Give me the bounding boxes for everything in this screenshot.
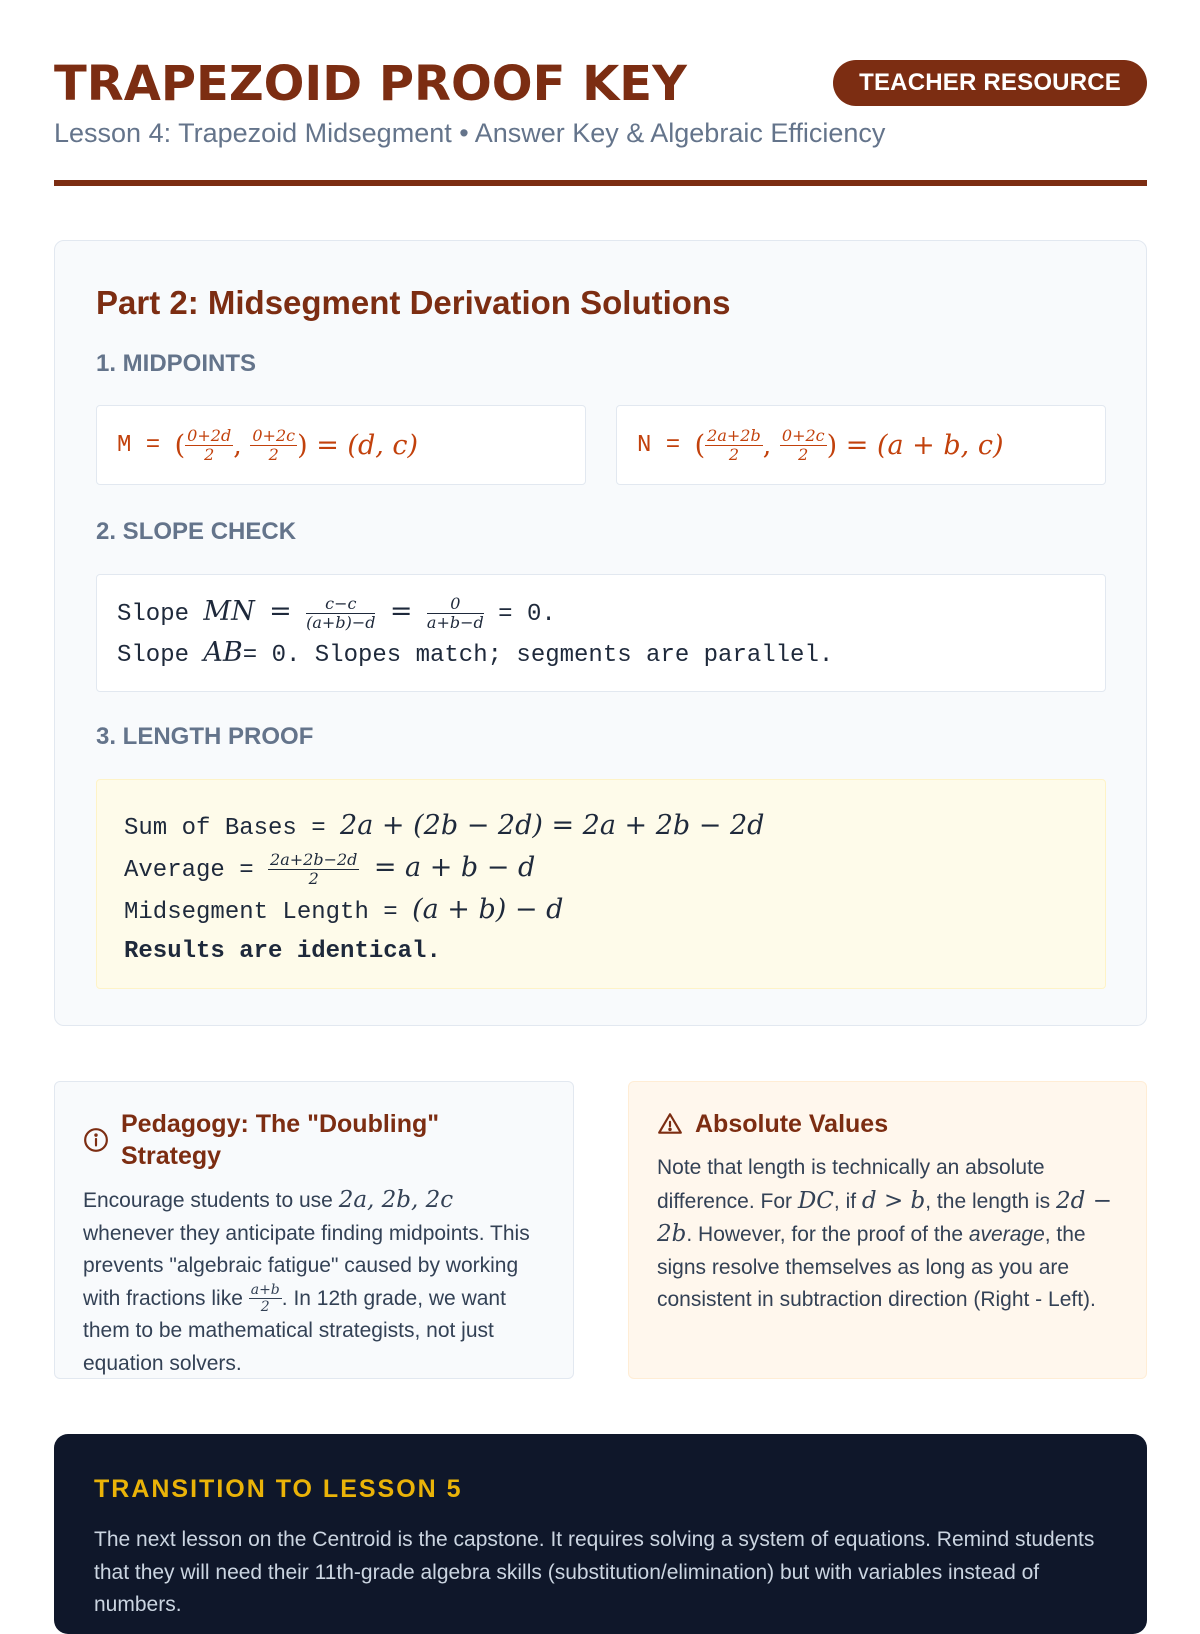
length-proof-label: 3. LENGTH PROOF — [96, 723, 314, 750]
midpoint-m-y-fraction: $\frac{0+2c}{2}$ — [252, 425, 296, 464]
midpoint-n-box: N = ( $\frac{2a+2b}{2}$ , $\frac{0+2c}{2}$ ) = (a + b, c) — [616, 405, 1106, 485]
transition-text: The next lesson on the Centroid is the capstone. It requires solving a system of equations. Remind students that they will need their 11th-grade algebra skills (substitution/elimination) but with variables instead of numbers. — [94, 1528, 1095, 1616]
length-proof-box — [96, 779, 1106, 989]
midpoint-m-box: M = ( $\frac{0+2d}{2}$ , $\frac{0+2c}{2}$ ) = (d, c) — [96, 405, 586, 485]
midpoint-m-name: M — [117, 431, 132, 459]
solutions-card — [54, 240, 1147, 1026]
midpoint-n-y-fraction: $\frac{0+2c}{2}$ — [781, 425, 825, 464]
pedagogy-note — [54, 1081, 574, 1379]
transition-panel — [54, 1434, 1147, 1634]
slope-line-2: Slope AB= 0. Slopes match; segments are parallel. — [117, 637, 834, 669]
pedagogy-title: Pedagogy: The "Doubling" Strategy — [121, 1110, 440, 1170]
warning-icon — [657, 1111, 683, 1137]
average-fraction: $\frac{2a+2b-2d}{2}$ — [270, 850, 358, 889]
absolute-values-text: Note that length is technically an absolute difference. For DC, if d > b, the length is 2d − 2b. However, for the proof of the average, the signs resolve themselves as long as you are consistent in subtraction direction (Right - Left). — [657, 1156, 1112, 1311]
pedagogy-fraction: $\frac{a+b}{2}$ — [250, 1282, 280, 1316]
page-header — [54, 56, 1147, 188]
pedagogy-text: Encourage students to use 2a, 2b, 2c whenever they anticipate finding midpoints. This prevents "algebraic fatigue" caused by working with fractions like $\frac{a+b}{2}$ . In 12th grade, we want them to be mathematical strategists, not just equation solvers. — [83, 1187, 530, 1375]
info-icon — [83, 1127, 109, 1153]
sum-of-bases-line: Sum of Bases = 2a + (2b − 2d) = 2a + 2b − 2d — [124, 810, 765, 842]
midpoint-m-x-fraction: $\frac{0+2d}{2}$ — [187, 425, 232, 464]
page-title: TRAPEZOID PROOF KEY — [54, 56, 687, 112]
midpoint-m-result: (d, c) — [347, 429, 419, 461]
absolute-values-title: Absolute Values — [695, 1110, 889, 1138]
slope-fraction-2: $\frac{0}{a+b-d}$ — [426, 594, 484, 633]
solutions-title: Part 2: Midsegment Derivation Solutions — [96, 284, 731, 321]
midpoint-n-x-fraction: $\frac{2a+2b}{2}$ — [707, 425, 761, 464]
page-subtitle: Lesson 4: Trapezoid Midsegment • Answer Key & Algebraic Efficiency — [54, 118, 886, 148]
midpoint-n-name: N — [637, 431, 652, 459]
slope-check-label: 2. SLOPE CHECK — [96, 518, 297, 545]
midpoints-label: 1. MIDPOINTS — [96, 350, 257, 377]
midsegment-length-line: Midsegment Length = (a + b) − d — [124, 894, 564, 926]
average-line: Average = $\frac{2a+2b-2d}{2}$ = a + b − d — [124, 850, 536, 889]
slope-line-1: Slope MN = $\frac{c-c}{(a+b)-d}$ = $\frac{0}{a+b-d}$ = 0. — [117, 594, 556, 633]
length-conclusion: Results are identical. — [124, 938, 441, 965]
slope-check-box — [96, 574, 1106, 692]
teacher-resource-badge: TEACHER RESOURCE — [833, 60, 1147, 106]
midpoint-n-result: (a + b, c) — [876, 429, 1004, 461]
transition-title: TRANSITION TO LESSON 5 — [94, 1475, 463, 1503]
absolute-values-note — [628, 1081, 1147, 1379]
slope-fraction-1: $\frac{c-c}{(a+b)-d}$ — [306, 594, 376, 633]
header-divider — [54, 180, 1147, 186]
